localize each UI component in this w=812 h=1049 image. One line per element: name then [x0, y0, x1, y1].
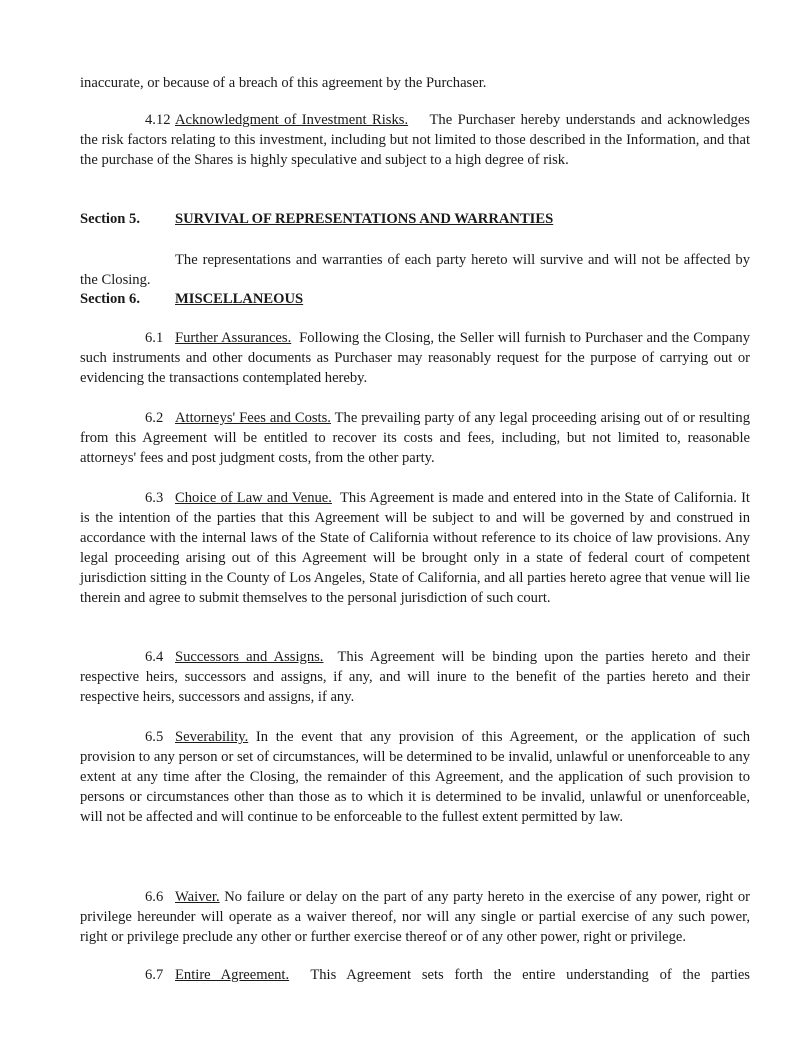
clause-text: No failure or delay on the part of any party hereto in the exercise of any power, right or privilege hereunder will operate as a waiver thereof, nor will any single or partial exercise of any such power, right or privilege preclude any other or further exercise thereof or of any other power, right or privilege.	[80, 889, 750, 945]
clause-heading: Attorneys' Fees and Costs.	[175, 410, 331, 426]
clause-heading: Entire Agreement.	[175, 967, 290, 983]
clause-text: In the event that any provision of this Agreement, or the application of such provision to any person or set of circumstances, will be determined to be invalid, unlawful or unenforceable to any extent at any time after the Closing, the remainder of this Agreement, and the application of such provision to persons or circumstances other than those as to which it is determined to be invalid, unlawful or unenforceable, will not be affected and will continue to be enforceable to the fullest extent permitted by law.	[80, 729, 750, 825]
section-5-heading	[80, 209, 750, 229]
clause-heading: Waiver.	[175, 889, 220, 905]
section-title: SURVIVAL OF REPRESENTATIONS AND WARRANTIES	[175, 211, 554, 227]
clause-6-2	[80, 408, 750, 468]
clause-text: The Purchaser hereby understands and acknowledges the risk factors relating to this investment, including but not limited to those described in the Information, and that the purchase of the Shares is highly speculative and subject to a high degree of risk.	[80, 112, 750, 168]
clause-6-1	[80, 328, 750, 388]
clause-number: 6.6	[145, 889, 164, 905]
opening-line: inaccurate, or because of a breach of this agreement by the Purchaser.	[80, 75, 487, 91]
section-5-text: The representations and warranties of each party hereto will survive and will not be affected by the Closing.	[80, 252, 750, 288]
clause-6-6	[80, 887, 750, 947]
clause-heading: Acknowledgment of Investment Risks.	[175, 112, 409, 128]
clause-6-5	[80, 727, 750, 827]
clause-text: This Agreement will be binding upon the parties hereto and their respective heirs, successors and assigns, if any, and will inure to the benefit of the parties hereto and their respective heirs, successors and assigns, if any.	[80, 649, 750, 705]
clause-text: This Agreement sets forth the entire understanding of the parties	[310, 967, 750, 983]
clause-6-3	[80, 488, 750, 608]
clause-heading: Choice of Law and Venue.	[175, 490, 332, 506]
section-label: Section 5.	[80, 211, 140, 227]
clause-number: 6.2	[145, 410, 164, 426]
clause-heading: Further Assurances.	[175, 330, 292, 346]
clause-number: 6.4	[145, 649, 164, 665]
clause-text: This Agreement is made and entered into in the State of California. It is the intention of the parties that this Agreement will be subject to and will be governed by and construed in accordance with the internal laws of the State of California without reference to its choice of law provisions. Any legal proceeding arising out of this Agreement will be brought only in a state of federal court of competent jurisdiction sitting in the County of Los Angeles, State of California, and all parties hereto agree that venue will lie therein and agree to submit themselves to the personal jurisdiction of such court.	[80, 490, 750, 606]
clause-number: 6.5	[145, 729, 164, 745]
clause-4-12	[80, 110, 750, 170]
section-label: Section 6.	[80, 291, 140, 307]
clause-heading: Successors and Assigns.	[175, 649, 324, 665]
clause-text: Following the Closing, the Seller will furnish to Purchaser and the Company such instruments and other documents as Purchaser may reasonably request for the purpose of carrying out or evidencing the transactions contemplated hereby.	[80, 330, 751, 386]
section-title: MISCELLANEOUS	[175, 291, 304, 307]
clause-number: 6.7	[145, 967, 164, 983]
clause-text: The prevailing party of any legal proceeding arising out of or resulting from this Agreement will be entitled to recover its costs and fees, including, but not limited to, reasonable attorneys' fees and post judgment costs, from the other party.	[80, 410, 751, 466]
clause-number: 4.12	[145, 112, 171, 128]
clause-6-4	[80, 647, 750, 707]
section-6-heading	[80, 289, 750, 309]
clause-number: 6.3	[145, 490, 164, 506]
clause-number: 6.1	[145, 330, 164, 346]
clause-6-7	[80, 965, 750, 985]
clause-heading: Severability.	[175, 729, 249, 745]
